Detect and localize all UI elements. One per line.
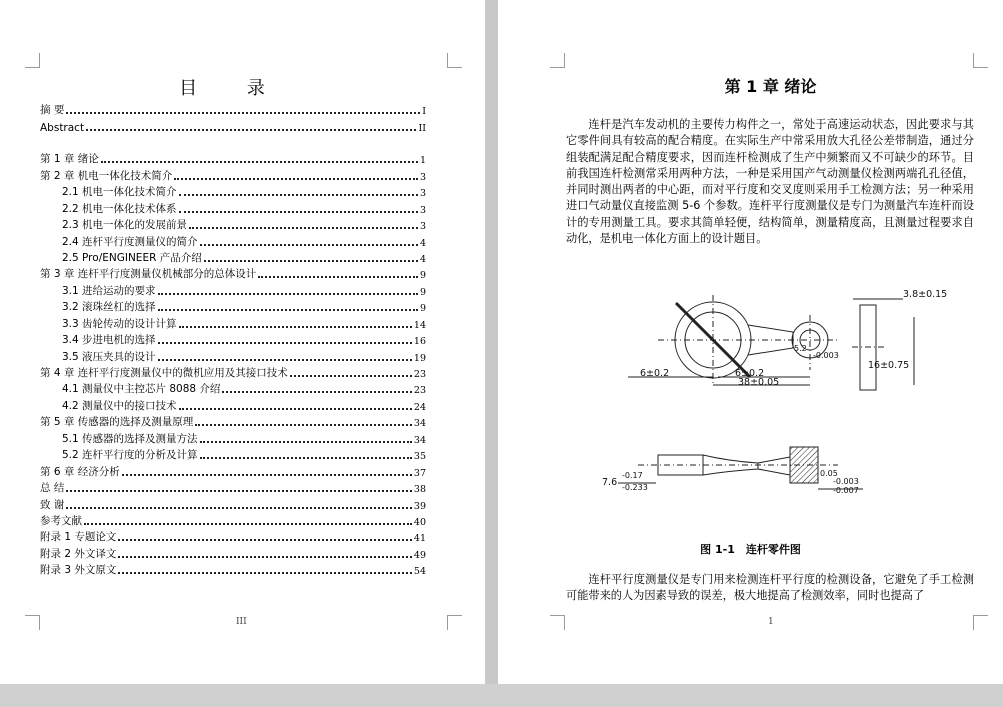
toc-entry-label: 4.1 测量仪中主控芯片 8088 介绍 <box>62 383 221 396</box>
toc-entry-label: 摘 要 <box>40 104 65 117</box>
toc-page <box>0 0 485 684</box>
toc-entry-page: 9 <box>419 286 426 298</box>
toc-entry-page: 3 <box>419 171 426 183</box>
dim-label: -0.17 <box>622 471 643 480</box>
toc-entry-page: 37 <box>413 467 426 479</box>
toc-leader-dots <box>195 414 412 426</box>
toc-entry-page: 14 <box>413 319 426 331</box>
toc-leader-dots <box>158 349 412 361</box>
toc-leader-dots <box>118 529 412 541</box>
bottom-gutter <box>0 684 1003 707</box>
toc-entry-label: 2.5 Pro/ENGINEER 产品介绍 <box>62 251 202 264</box>
toc-entry-label: 2.2 机电一体化技术体系 <box>62 202 177 215</box>
connecting-rod-drawing <box>598 285 978 517</box>
toc-section-entry[interactable] <box>40 298 426 314</box>
toc-leader-dots <box>158 332 412 344</box>
crop-mark <box>973 615 988 630</box>
toc-entry-page: 38 <box>413 484 426 496</box>
dim-label: 5.2 <box>794 344 807 353</box>
toc-chapter-entry[interactable] <box>40 364 426 380</box>
toc-entry-page: 34 <box>413 434 426 446</box>
toc-entry-label: 第 5 章 传感器的选择及测量原理 <box>40 416 194 429</box>
toc-entry-label: 5.1 传感器的选择及测量方法 <box>62 432 198 445</box>
toc-section-entry[interactable] <box>40 380 426 396</box>
page-number: 1 <box>768 617 774 627</box>
toc-entry-label: 第 4 章 连杆平行度测量仪中的微机应用及其接口技术 <box>40 367 288 379</box>
toc-entry-page: 24 <box>413 401 426 413</box>
toc-spacer <box>40 134 426 150</box>
toc-leader-dots <box>66 497 412 509</box>
body-paragraph: 连杆是汽车发动机的主要传力构件之一，常处于高速运动状态，因此要求与其它零件间具有较高的配合精度。在实际生产中常采用放大孔径公差带制造，通过分组装配满足配合精度要求，因而连杆检测成了生产中频繁而又不可缺少的环节。目前我国连杆检测常采用两种方法，一种是采用国产气动测量仪检测两端孔孔径值，并同时测出两者的中心距，而对平行度和交叉度则采用手工检测方法；另一种采用进口气动量仪直接监测 5-6 个参数。连杆平行度测量仪是专门为测量汽车连杆而设计的专用测量工具。要求其简单轻便，结构简单，测量精度高，且测量过程要求自动化，是机电一体化方面上的设计题目。 <box>566 118 974 246</box>
toc-entry-label: 第 2 章 机电一体化技术简介 <box>40 169 173 182</box>
toc-section-entry[interactable] <box>40 183 426 199</box>
toc-entry-label: 2.3 机电一体化的发展前景 <box>62 219 188 232</box>
crop-mark <box>447 615 462 630</box>
toc-leader-dots <box>84 513 412 525</box>
crop-mark <box>550 53 565 68</box>
toc-entry-page: 40 <box>413 516 426 528</box>
toc-entry-page: 9 <box>419 270 426 282</box>
crop-mark <box>447 53 462 68</box>
toc-chapter-entry[interactable] <box>40 561 426 577</box>
toc-entry-page: 41 <box>413 533 426 545</box>
toc-section-entry[interactable] <box>40 429 426 445</box>
toc-section-entry[interactable] <box>40 314 426 330</box>
toc-entry-label: 4.2 测量仪中的接口技术 <box>62 399 177 412</box>
toc-chapter-entry[interactable] <box>40 117 426 133</box>
toc-list <box>40 101 426 577</box>
dim-label: -0.233 <box>622 483 648 492</box>
toc-leader-dots <box>189 217 418 229</box>
dim-label: 7.6 <box>602 477 618 488</box>
toc-entry-page: 19 <box>413 352 426 364</box>
toc-leader-dots <box>200 431 412 443</box>
dim-label: 16±0.75 <box>868 360 910 371</box>
toc-entry-label: 附录 2 外文译文 <box>40 547 117 560</box>
toc-entry-page: 4 <box>419 237 426 249</box>
toc-entry-page: I <box>422 106 426 118</box>
toc-entry-page: 49 <box>413 549 426 561</box>
body-paragraph: 连杆平行度测量仪是专门用来检测连杆平行度的检测设备，它避免了手工检测可能带来的人为因素导致的误差，极大地提高了检测效率，同时也提高了 <box>566 573 974 603</box>
toc-entry-label: 第 6 章 经济分析 <box>40 465 120 478</box>
crop-mark <box>25 53 40 68</box>
toc-leader-dots <box>158 283 418 295</box>
toc-leader-dots <box>179 398 412 410</box>
toc-entry-label: 附录 3 外文原文 <box>40 564 117 577</box>
toc-leader-dots <box>179 184 418 196</box>
toc-leader-dots <box>200 234 418 246</box>
toc-section-entry[interactable] <box>40 216 426 232</box>
toc-entry-label: 3.3 齿轮传动的设计计算 <box>62 317 177 330</box>
toc-entry-label: 总 结 <box>40 482 65 495</box>
toc-chapter-entry[interactable] <box>40 150 426 166</box>
toc-entry-page: 3 <box>419 204 426 216</box>
toc-leader-dots <box>86 119 416 131</box>
dim-label: 6±0.2 <box>640 368 670 379</box>
toc-chapter-entry[interactable] <box>40 479 426 495</box>
figure-caption: 图 1-1 连杆零件图 <box>700 543 801 556</box>
crop-mark <box>25 615 40 630</box>
toc-entry-label: 第 1 章 绪论 <box>40 153 99 166</box>
toc-entry-page: 16 <box>413 336 426 348</box>
crop-mark <box>550 615 565 630</box>
toc-section-entry[interactable] <box>40 347 426 363</box>
dim-label: 38±0.05 <box>738 377 780 388</box>
toc-entry-page: 54 <box>413 566 426 578</box>
toc-section-entry[interactable] <box>40 396 426 412</box>
dim-label: 0.05 <box>820 469 838 478</box>
toc-entry-label: 第 3 章 连杆平行度测量仪机械部分的总体设计 <box>40 268 257 281</box>
dim-label: 3.8±0.15 <box>903 289 948 300</box>
toc-leader-dots <box>118 546 412 558</box>
toc-section-entry[interactable] <box>40 331 426 347</box>
toc-entry-label: 3.4 步进电机的选择 <box>62 334 156 347</box>
toc-section-entry[interactable] <box>40 199 426 215</box>
toc-leader-dots <box>179 201 418 213</box>
toc-leader-dots <box>118 562 412 574</box>
toc-leader-dots <box>174 168 418 180</box>
toc-entry-label: 2.4 连杆平行度测量仪的简介 <box>62 235 198 248</box>
toc-chapter-entry[interactable] <box>40 544 426 560</box>
dim-label: -0.007 <box>833 486 859 495</box>
toc-chapter-entry[interactable] <box>40 413 426 429</box>
toc-leader-dots <box>204 250 418 262</box>
toc-entry-page: 23 <box>413 385 426 397</box>
toc-entry-page: 1 <box>419 155 426 167</box>
toc-entry-label: 致 谢 <box>40 498 65 511</box>
chapter-title: 第 1 章 绪论 <box>724 77 817 96</box>
toc-entry-label: Abstract <box>40 121 85 134</box>
toc-entry-page: 35 <box>413 451 426 463</box>
toc-entry-label: 3.1 进给运动的要求 <box>62 284 156 297</box>
toc-chapter-entry[interactable] <box>40 166 426 182</box>
toc-title: 目 录 <box>179 78 287 99</box>
toc-entry-label: 3.5 液压夹具的设计 <box>62 350 156 363</box>
toc-leader-dots <box>290 365 412 377</box>
toc-entry-page: 4 <box>419 253 426 265</box>
toc-leader-dots <box>200 447 412 459</box>
toc-chapter-entry[interactable] <box>40 265 426 281</box>
crop-mark <box>973 53 988 68</box>
toc-chapter-entry[interactable] <box>40 462 426 478</box>
toc-chapter-entry[interactable] <box>40 528 426 544</box>
page-gap <box>485 0 498 707</box>
toc-entry-page: 3 <box>419 221 426 233</box>
toc-chapter-entry[interactable] <box>40 495 426 511</box>
toc-section-entry[interactable] <box>40 281 426 297</box>
toc-entry-page: 9 <box>419 303 426 315</box>
toc-leader-dots <box>66 102 420 114</box>
dim-label: -0.003 <box>833 477 859 486</box>
toc-entry-label: 5.2 连杆平行度的分析及计算 <box>62 449 198 462</box>
dim-label: -0.003 <box>813 351 839 360</box>
toc-chapter-entry[interactable] <box>40 101 426 117</box>
toc-leader-dots <box>222 381 411 393</box>
toc-entry-label: 参考文献 <box>40 514 82 527</box>
toc-entry-page: 3 <box>419 188 426 200</box>
toc-entry-page: 39 <box>413 500 426 512</box>
toc-section-entry[interactable] <box>40 446 426 462</box>
toc-entry-page: 34 <box>413 418 426 430</box>
toc-entry-label: 3.2 滚珠丝杠的选择 <box>62 301 156 314</box>
toc-leader-dots <box>66 480 412 492</box>
toc-section-entry[interactable] <box>40 249 426 265</box>
toc-leader-dots <box>258 266 418 278</box>
toc-entry-label: 附录 1 专题论文 <box>40 531 117 544</box>
toc-section-entry[interactable] <box>40 232 426 248</box>
toc-entry-page: 23 <box>413 369 426 380</box>
dim-label: 6±0.2 <box>735 368 765 379</box>
toc-entry-label: 2.1 机电一体化技术简介 <box>62 186 177 199</box>
toc-leader-dots <box>101 151 418 163</box>
toc-leader-dots <box>179 316 412 328</box>
toc-chapter-entry[interactable] <box>40 512 426 528</box>
toc-leader-dots <box>122 464 412 476</box>
toc-leader-dots <box>158 299 418 311</box>
page-number: III <box>236 617 247 627</box>
toc-entry-page: II <box>418 122 426 134</box>
